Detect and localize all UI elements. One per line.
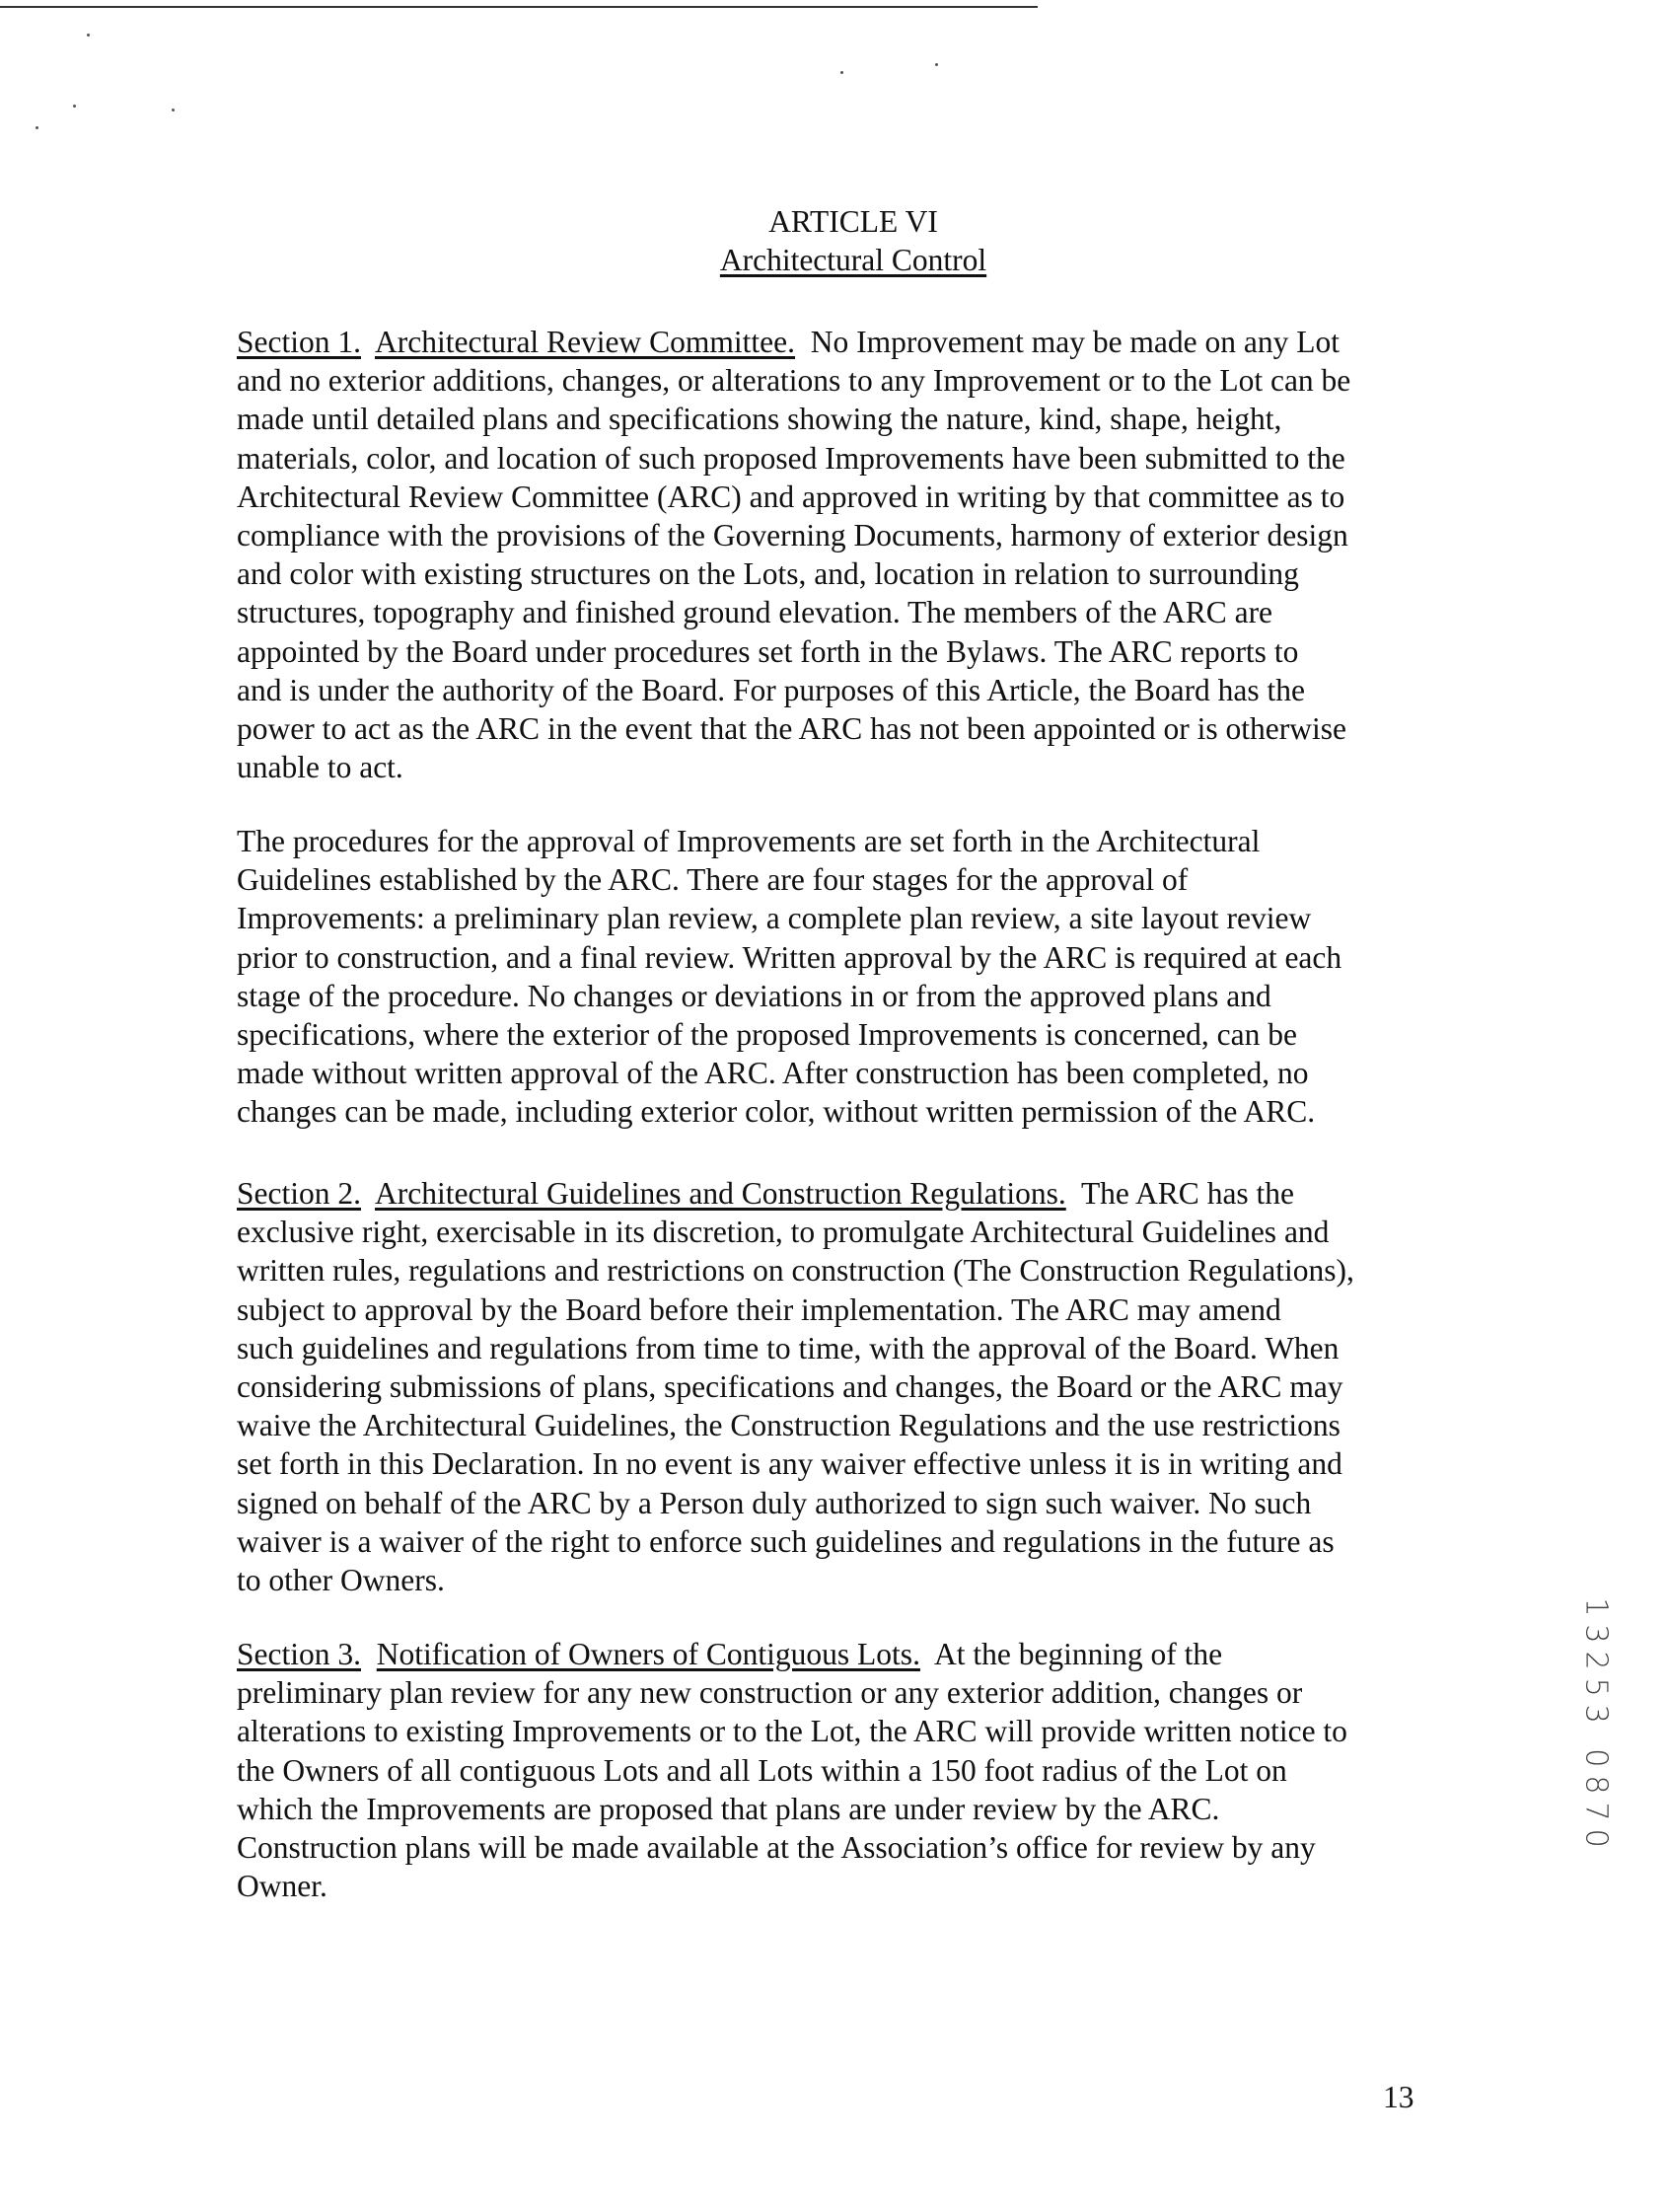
side-document-stamp — [1576, 1588, 1616, 1865]
paragraph-line — [237, 1635, 1460, 1673]
section-title: Architectural Guidelines and Construction Regulations. — [375, 1176, 1066, 1211]
paragraph-line: changes can be made, including exterior color, without written permission of the ARC. — [237, 1094, 1316, 1130]
paragraph-line: Improvements: a preliminary plan review, a complete plan review, a site layout review — [237, 901, 1312, 936]
section-title: Notification of Owners of Contiguous Lots. — [376, 1637, 920, 1671]
paragraph-line: set forth in this Declaration. In no event is any waiver effective unless it is in writing and — [237, 1446, 1342, 1482]
paragraph-line: stage of the procedure. No changes or deviations in or from the approved plans and — [237, 978, 1271, 1013]
section-title: Architectural Review Committee. — [375, 325, 796, 359]
paragraph-line: Architectural Review Committee (ARC) and approved in writing by that committee as to — [237, 479, 1345, 514]
section-label: Section 1. — [237, 325, 361, 359]
section-3-paragraph — [237, 1635, 1460, 1905]
paragraph-line: The procedures for the approval of Improvements are set forth in the Architectural — [237, 824, 1261, 858]
paragraph-line: and no exterior additions, changes, or alterations to any Improvement or to the Lot can be — [237, 363, 1351, 399]
procedures-paragraph — [237, 822, 1460, 1132]
line-text: The ARC has the — [1080, 1176, 1295, 1211]
paragraph-line: compliance with the provisions of the Governing Documents, harmony of exterior design — [237, 518, 1348, 553]
scan-speck — [172, 109, 175, 111]
paragraph-line: made until detailed plans and specifications showing the nature, kind, shape, height, — [237, 402, 1282, 437]
paragraph-line: and color with existing structures on the Lots, and, location in relation to surrounding — [237, 556, 1299, 592]
paragraph-line: considering submissions of plans, specifications and changes, the Board or the ARC may — [237, 1369, 1343, 1405]
paragraph-line: to other Owners. — [237, 1563, 445, 1598]
line-text: At the beginning of the — [933, 1637, 1223, 1671]
paragraph-line: unable to act. — [237, 750, 403, 785]
paragraph-line: waive the Architectural Guidelines, the Construction Regulations and the use restrictions — [237, 1408, 1341, 1443]
paragraph-line: such guidelines and regulations from time to time, with the approval of the Board. When — [237, 1330, 1340, 1365]
paragraph-line: made without written approval of the ARC. After construction has been completed, no — [237, 1056, 1309, 1091]
section-label: Section 2. — [237, 1176, 361, 1211]
article-number: ARTICLE VI — [768, 204, 938, 239]
scan-speck — [73, 105, 76, 108]
paragraph-line: the Owners of all contiguous Lots and all Lots within a 150 foot radius of the Lot on — [237, 1752, 1287, 1788]
paragraph-line: alterations to existing Improvements or to the Lot, the ARC will provide written notice to — [237, 1714, 1347, 1749]
paragraph-line: materials, color, and location of such proposed Improvements have been submitted to the — [237, 440, 1345, 476]
scan-speck — [840, 71, 843, 74]
paragraph-line: subject to approval by the Board before their implementation. The ARC may amend — [237, 1291, 1281, 1327]
section-1-paragraph — [237, 323, 1460, 786]
paragraph-line: Construction plans will be made available at the Association’s office for review by any — [237, 1830, 1316, 1866]
paragraph-line — [237, 1174, 1460, 1213]
top-rule — [0, 6, 1038, 8]
paragraph-line: power to act as the ARC in the event that the ARC has not been appointed or is otherwise — [237, 711, 1347, 747]
scan-speck — [935, 63, 938, 66]
paragraph-line: signed on behalf of the ARC by a Person duly authorized to sign such waiver. No such — [237, 1485, 1312, 1520]
paragraph-line: which the Improvements are proposed that plans are under review by the ARC. — [237, 1791, 1220, 1826]
paragraph-line — [237, 323, 1460, 361]
article-title: Architectural Control — [719, 243, 987, 277]
paragraph-line: appointed by the Board under procedures set forth in the Bylaws. The ARC reports to — [237, 633, 1299, 669]
paragraph-line: written rules, regulations and restrictions on construction (The Construction Regulations), — [237, 1253, 1354, 1289]
line-text: No Improvement may be made on any Lot — [810, 325, 1340, 359]
paragraph-line: Owner. — [237, 1869, 327, 1904]
paragraph-line: exclusive right, exercisable in its discretion, to promulgate Architectural Guidelines and — [237, 1215, 1330, 1250]
paragraph-line: and is under the authority of the Board. For purposes of this Article, the Board has the — [237, 672, 1306, 707]
article-heading — [237, 202, 1470, 279]
paragraph-line: preliminary plan review for any new construction or any exterior addition, changes or — [237, 1675, 1303, 1711]
page-number: 13 — [1383, 2080, 1414, 2114]
paragraph-line: prior to construction, and a final review. Written approval by the ARC is required at each — [237, 939, 1342, 975]
paragraph-line: structures, topography and finished ground elevation. The members of the ARC are — [237, 595, 1273, 630]
section-2-paragraph — [237, 1174, 1460, 1599]
section-label: Section 3. — [237, 1637, 361, 1671]
paragraph-line: specifications, where the exterior of the proposed Improvements is concerned, can be — [237, 1017, 1297, 1053]
paragraph-line: waiver is a waiver of the right to enforce such guidelines and regulations in the future as — [237, 1523, 1335, 1559]
scan-speck — [87, 34, 90, 37]
scan-speck — [36, 126, 38, 129]
paragraph-line: Guidelines established by the ARC. There are four stages for the approval of — [237, 862, 1189, 898]
side-stamp-text: 13253 0870 — [1578, 1597, 1614, 1856]
